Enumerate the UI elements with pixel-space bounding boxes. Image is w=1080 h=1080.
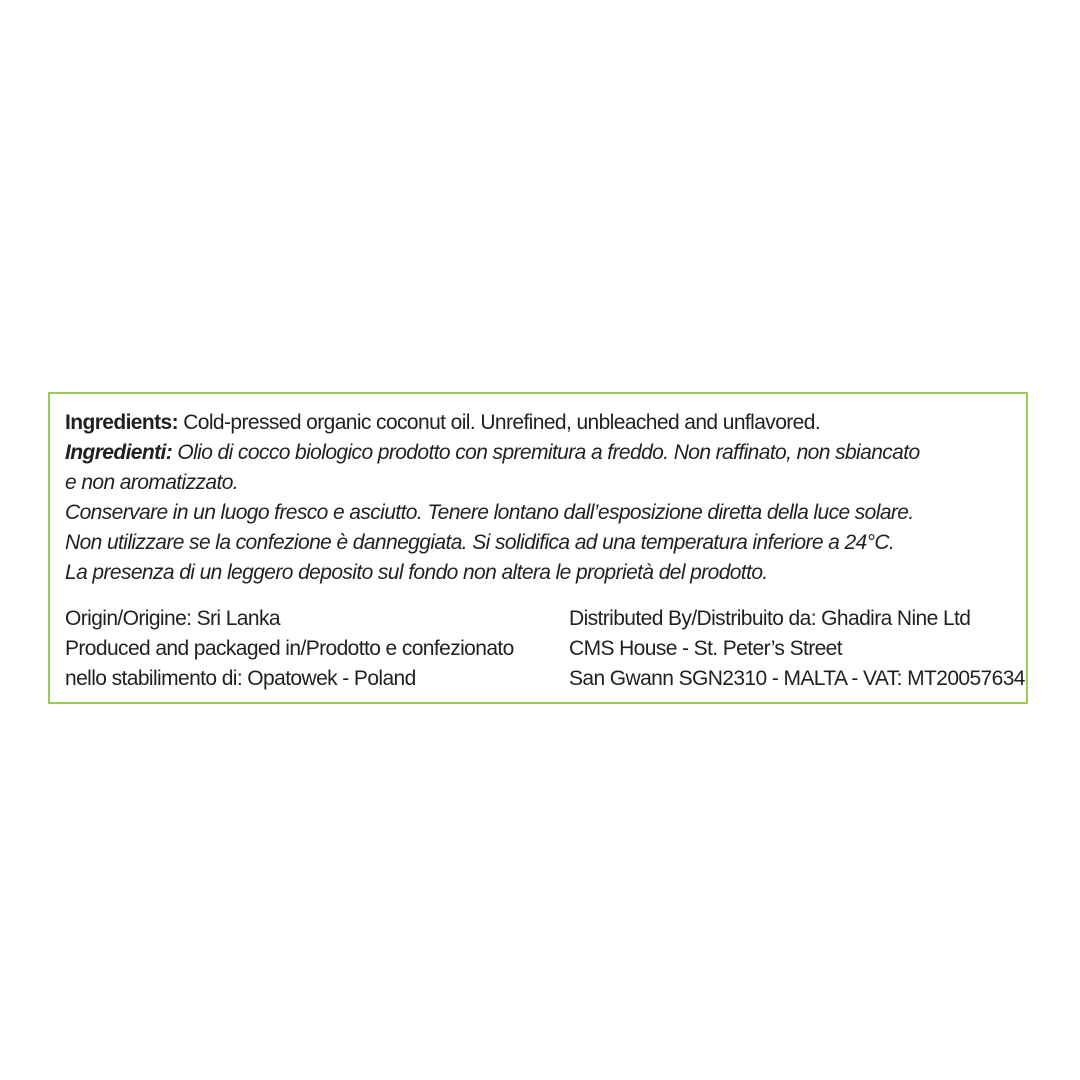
product-label-panel (48, 392, 1028, 704)
storage-instruction-1: Conservare in un luogo fresco e asciutto. Tenere lontano dall’esposizione diretta della luce solare. (65, 501, 914, 524)
distributor-section (569, 604, 1025, 694)
distributor-line-2: CMS House - St. Peter’s Street (569, 637, 842, 660)
origin-line-3: nello stabilimento di: Opatowek - Poland (65, 667, 416, 690)
distributor-line-3: San Gwann SGN2310 - MALTA - VAT: MT20057634 (569, 667, 1025, 690)
origin-line-2: Produced and packaged in/Prodotto e confezionato (65, 637, 514, 660)
ingredients-it-line (65, 438, 1015, 468)
origin-line-1: Origin/Origine: Sri Lanka (65, 607, 280, 630)
distributor-line-1: Distributed By/Distribuito da: Ghadira Nine Ltd (569, 607, 971, 630)
ingredients-en-line (65, 408, 1015, 438)
ingredients-en-text: Cold-pressed organic coconut oil. Unrefined, unbleached and unflavored. (177, 411, 821, 434)
ingredients-it-continuation: e non aromatizzato. (65, 471, 239, 494)
storage-instruction-3: La presenza di un leggero deposito sul fondo non altera le proprietà del prodotto. (65, 561, 768, 584)
ingredients-section (65, 408, 1015, 588)
storage-instruction-2: Non utilizzare se la confezione è danneggiata. Si solidifica ad una temperatura inferiore a 24°C. (65, 531, 895, 554)
ingredients-en-heading: Ingredients: (65, 411, 178, 434)
ingredients-it-heading: Ingredienti: (65, 441, 173, 464)
origin-section (65, 604, 514, 694)
ingredients-it-text: Olio di cocco biologico prodotto con spremitura a freddo. Non raffinato, non sbiancato (172, 441, 920, 464)
